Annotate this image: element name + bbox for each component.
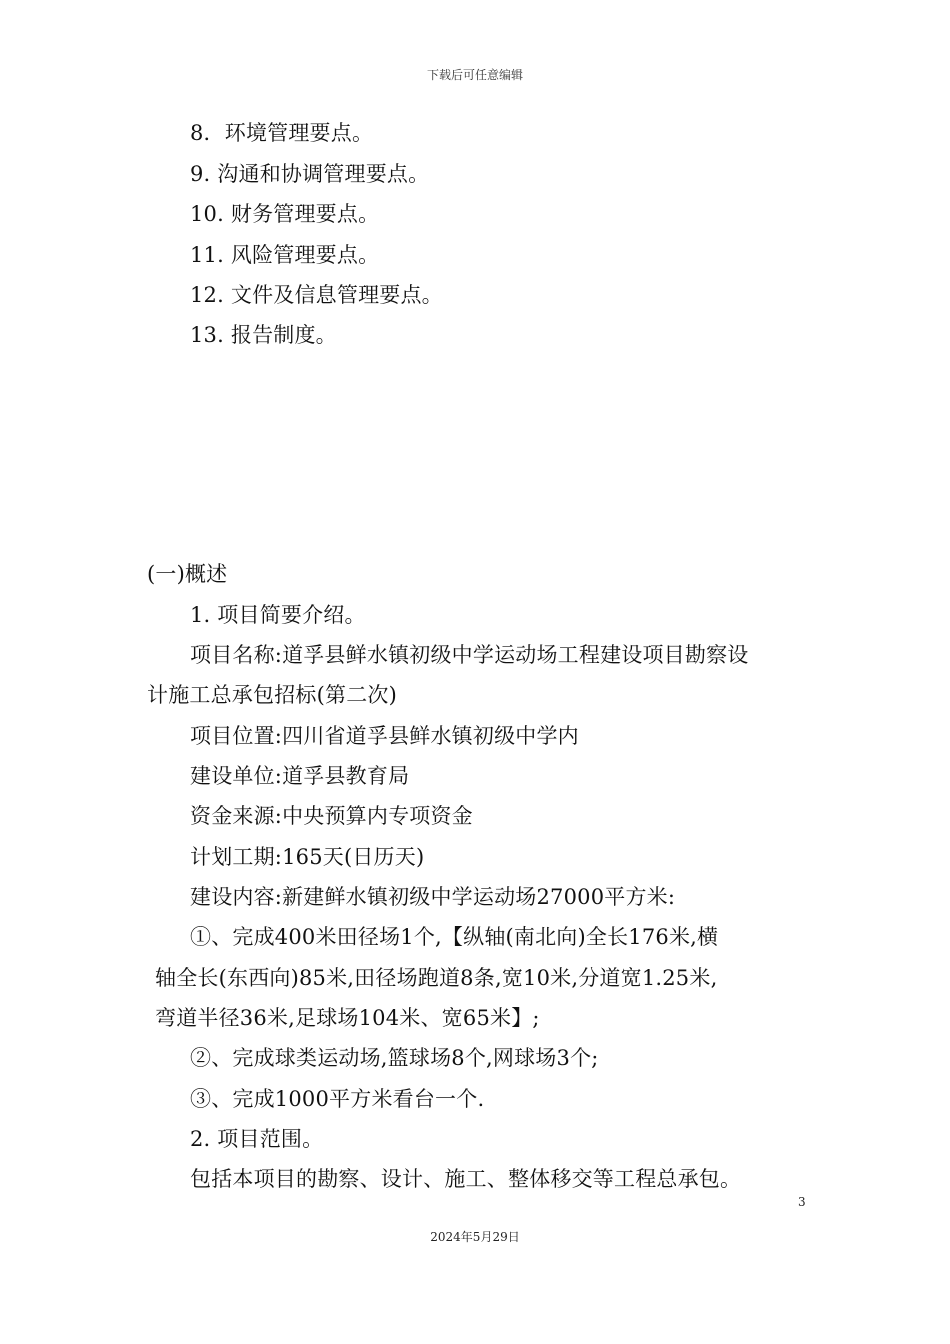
toc-item-11: 11. 风险管理要点。 — [190, 243, 380, 267]
project-name-line1: 项目名称:道孚县鲜水镇初级中学运动场工程建设项目勘察设 — [190, 643, 749, 667]
subsection-scope: 2. 项目范围。 — [190, 1127, 324, 1151]
scope-text: 包括本项目的勘察、设计、施工、整体移交等工程总承包。 — [190, 1167, 742, 1191]
content-item1-line3: 弯道半径36米,足球场104米、宽65米】; — [155, 1006, 540, 1030]
content-item1-line1: ①、完成400米田径场1个,【纵轴(南北向)全长176米,横 — [190, 925, 719, 949]
project-period: 计划工期:165天(日历天) — [190, 845, 425, 869]
toc-item-12: 12. 文件及信息管理要点。 — [190, 283, 443, 307]
toc-item-8: 8．环境管理要点。 — [190, 121, 374, 145]
content-item2: ②、完成球类运动场,篮球场8个,网球场3个; — [190, 1046, 599, 1070]
project-location: 项目位置:四川省道孚县鲜水镇初级中学内 — [190, 724, 579, 748]
toc-item-10: 10. 财务管理要点。 — [190, 202, 380, 226]
content-item3: ③、完成1000平方米看台一个. — [190, 1087, 485, 1111]
project-content: 建设内容:新建鲜水镇初级中学运动场27000平方米: — [190, 885, 676, 909]
toc-item-9: 9. 沟通和协调管理要点。 — [190, 162, 430, 186]
page-footer-date: 2024年5月29日 — [430, 1230, 520, 1244]
subsection-intro: 1. 项目简要介绍。 — [190, 603, 366, 627]
project-name-line2: 计施工总承包招标(第二次) — [147, 683, 397, 707]
page-number: 3 — [798, 1195, 806, 1209]
project-funding: 资金来源:中央预算内专项资金 — [190, 804, 473, 828]
section-heading: (一)概述 — [147, 562, 228, 586]
content-item1-line2: 轴全长(东西向)85米,田径场跑道8条,宽10米,分道宽1.25米, — [155, 966, 718, 990]
page-header: 下载后可任意编辑 — [426, 68, 523, 82]
project-builder: 建设单位:道孚县教育局 — [190, 764, 410, 788]
toc-item-13: 13. 报告制度。 — [190, 323, 337, 347]
